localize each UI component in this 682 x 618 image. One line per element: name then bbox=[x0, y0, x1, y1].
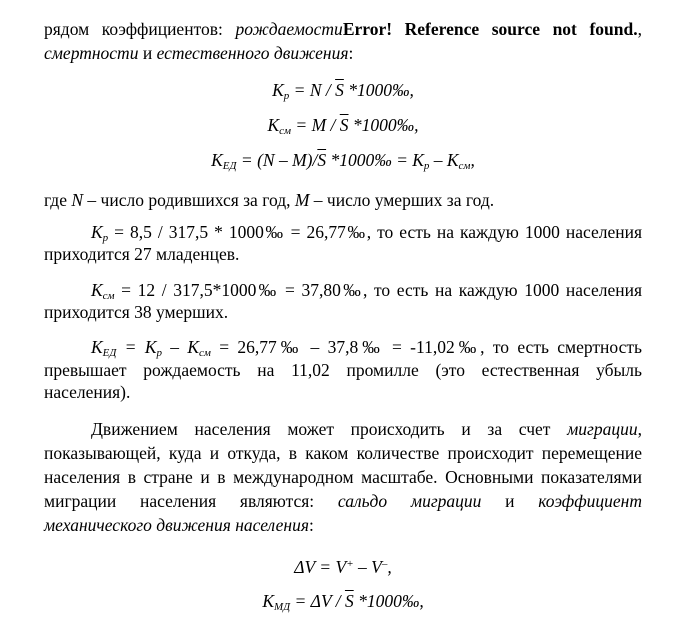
text-run: приходится 27 младенцев. bbox=[44, 244, 240, 264]
formula-part: К bbox=[91, 280, 103, 300]
para-migration-line-1 bbox=[44, 418, 642, 440]
text-run: , bbox=[637, 19, 642, 39]
formula-part: К bbox=[272, 80, 284, 100]
formula-birth-rate bbox=[44, 79, 642, 101]
text-run: – число родившихся за год, bbox=[83, 190, 295, 210]
formula-part: , bbox=[387, 557, 392, 577]
formula-subscript: р bbox=[156, 347, 162, 359]
formula-part: = ΔV / bbox=[290, 591, 345, 611]
formula-part: = К bbox=[116, 337, 157, 357]
formula-subscript: см bbox=[102, 290, 115, 302]
formula-part: ΔV = V bbox=[294, 557, 347, 577]
formula-superscript: + bbox=[346, 558, 354, 570]
formula-part: *1000‰ = К bbox=[326, 150, 424, 170]
formula-part: *1000‰, bbox=[348, 115, 419, 135]
text-run: и bbox=[481, 491, 539, 511]
calc-natural-line-3 bbox=[44, 381, 642, 403]
calc-natural-line-2 bbox=[44, 359, 642, 381]
formula-part: , bbox=[470, 150, 475, 170]
formula-part: – К bbox=[429, 150, 459, 170]
calc-natural-line-1 bbox=[44, 336, 642, 358]
formula-subscript: ЕД bbox=[222, 160, 237, 172]
text-run: : bbox=[308, 515, 314, 535]
formula-part: *1000‰, bbox=[343, 80, 414, 100]
para-migration-line-5 bbox=[44, 514, 642, 536]
text-run: , bbox=[637, 419, 642, 439]
formula-subscript: р bbox=[102, 232, 109, 244]
text-run: Движением населения может происходить и за счет bbox=[91, 419, 568, 439]
formula-mean-symbol: $\overline{S}$ bbox=[339, 115, 349, 135]
text-run: населения). bbox=[44, 382, 131, 402]
calc-mortality-line-1 bbox=[44, 279, 642, 301]
formula-part: = M / bbox=[291, 115, 340, 135]
text-run: = 8,5 / 317,5 * 1000‰ = 26,77‰, то есть на каждую 1000 населения bbox=[108, 222, 642, 242]
formula-mechanical-rate bbox=[44, 590, 642, 612]
text-run: показывающей, куда и откуда, в каком количестве происходит перемещение bbox=[44, 443, 642, 463]
text-run: = 12 / 317,5*1000‰ = 37,80‰, то есть на каждую 1000 населения bbox=[114, 280, 642, 300]
symbol-m: M bbox=[294, 190, 310, 210]
formula-part: К bbox=[267, 115, 280, 135]
term-mortality: смертности bbox=[44, 43, 139, 63]
calc-birth-line-1 bbox=[44, 221, 642, 243]
para-migration-line-4 bbox=[44, 490, 642, 512]
text-run: приходится 38 умерших. bbox=[44, 302, 229, 322]
formula-part: = (N – M)/ bbox=[236, 150, 318, 170]
text-run: где bbox=[44, 190, 72, 210]
formula-subscript: р bbox=[423, 160, 430, 172]
term-migration-balance: сальдо миграции bbox=[337, 491, 482, 511]
formula-part: К bbox=[91, 337, 103, 357]
calc-birth-line-2 bbox=[44, 243, 642, 265]
text-run: = 26,77‰ – 37,8‰ = -11,02‰, то есть смертность bbox=[210, 337, 643, 357]
term-mechanical-movement: механического движения населения bbox=[44, 515, 309, 535]
formula-part: = N / bbox=[289, 80, 336, 100]
symbol-n: N bbox=[71, 190, 84, 210]
para-migration-line-3 bbox=[44, 466, 642, 488]
formula-part: К bbox=[211, 150, 223, 170]
text-run: – число умерших за год. bbox=[309, 190, 495, 210]
formula-natural-rate bbox=[44, 149, 642, 171]
text-line-1 bbox=[44, 18, 642, 40]
formula-subscript: см bbox=[279, 125, 292, 137]
text-run: превышает рождаемость на 11,02 промилле (это естественная убыль bbox=[44, 360, 642, 380]
formula-part: К bbox=[91, 222, 103, 242]
term-birth-rate: рождаемости bbox=[235, 19, 343, 39]
term-natural-movement: естественного движения bbox=[156, 43, 349, 63]
para-migration-line-2 bbox=[44, 442, 642, 464]
formula-subscript: р bbox=[283, 90, 290, 102]
formula-part: – V bbox=[353, 557, 382, 577]
text-run: миграции населения являются: bbox=[44, 491, 338, 511]
error-reference-text: Error! Reference source not found. bbox=[342, 19, 638, 39]
term-migration: миграции bbox=[567, 419, 638, 439]
text-line-2 bbox=[44, 42, 642, 64]
formula-mean-symbol: $\overline{S}$ bbox=[344, 591, 354, 611]
formula-mean-symbol: $\overline{S}$ bbox=[335, 80, 344, 100]
formula-part: К bbox=[262, 591, 274, 611]
text-line-where bbox=[44, 189, 642, 211]
text-run: населения в стране и в международном масштабе. Основными показателями bbox=[44, 467, 642, 487]
text-run: и bbox=[138, 43, 157, 63]
term-coefficient: коэффициент bbox=[538, 491, 642, 511]
formula-mean-symbol: $\overline{S}$ bbox=[317, 150, 327, 170]
formula-subscript: см bbox=[198, 347, 211, 359]
formula-migration-balance bbox=[44, 556, 642, 578]
formula-subscript: см bbox=[458, 160, 471, 172]
formula-part: *1000‰, bbox=[353, 591, 424, 611]
formula-mortality-rate bbox=[44, 114, 642, 136]
calc-mortality-line-2 bbox=[44, 301, 642, 323]
formula-part: – К bbox=[161, 337, 199, 357]
formula-superscript: – bbox=[381, 558, 388, 570]
formula-subscript: ЕД bbox=[102, 347, 117, 359]
text-run: рядом коэффициентов: bbox=[44, 19, 236, 39]
formula-subscript: МД bbox=[273, 601, 291, 613]
text-run: : bbox=[348, 43, 354, 63]
